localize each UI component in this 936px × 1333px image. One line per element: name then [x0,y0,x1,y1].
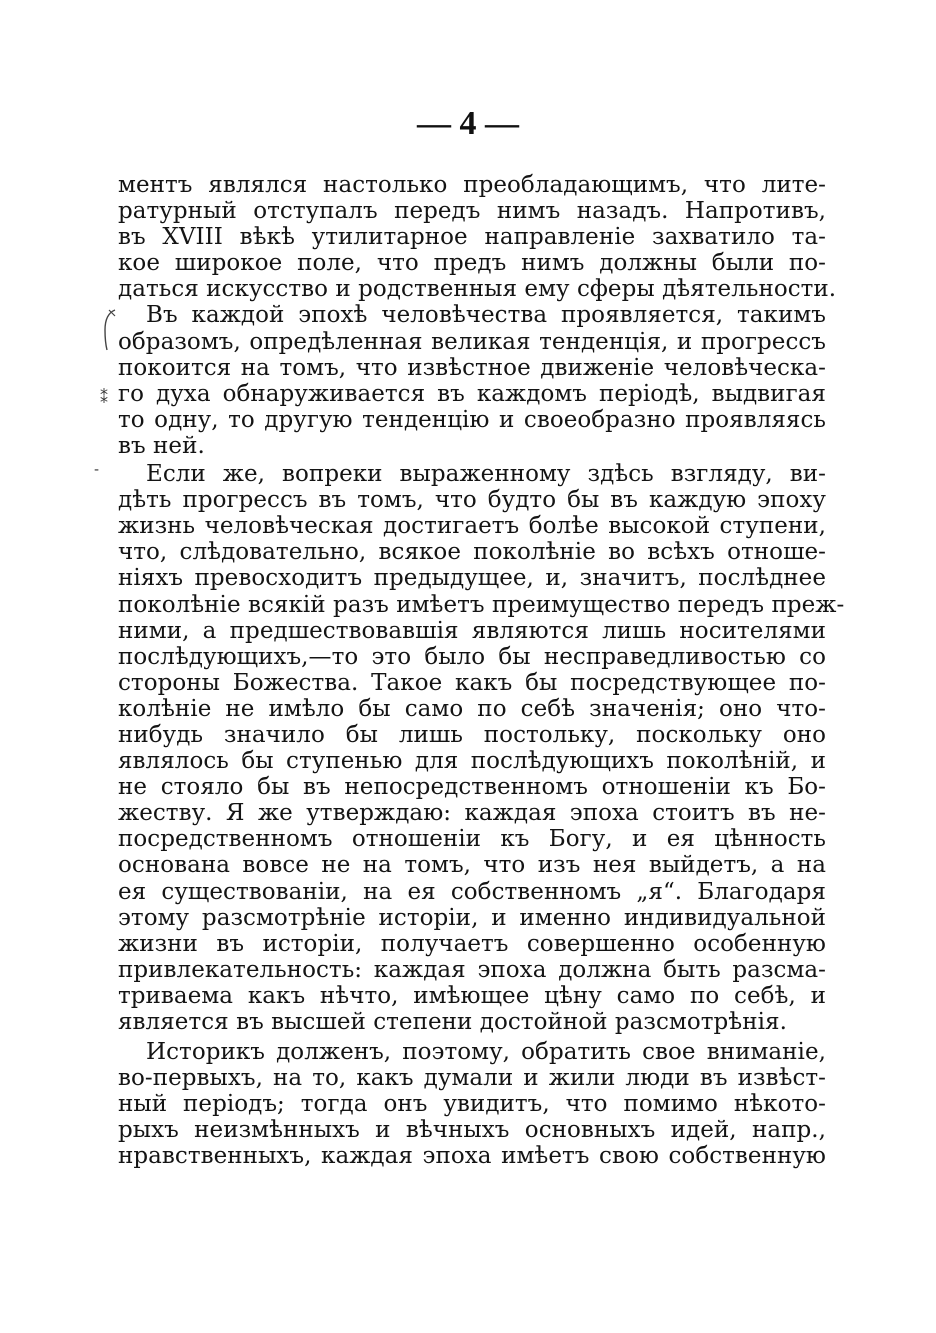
text-line: покоится на томъ, что извѣстное движеніе человѣческа- [118,354,826,381]
text-line: жизнь человѣческая достигаетъ болѣе высокой ступени, [118,513,826,540]
text-line: во-первыхъ, на то, какъ думали и жили люди въ извѣст- [118,1065,826,1092]
body-text [118,172,845,1170]
paragraph-1 [118,172,837,303]
text-line: нибудь значило бы лишь постольку, поскольку оно [118,721,826,748]
text-line: въ ней. [118,432,205,459]
text-line: жеству. Я же утверждаю: каждая эпоха стоитъ въ не- [118,800,826,827]
text-line: нравственныхъ, каждая эпоха имѣетъ свою собственную [118,1143,826,1170]
text-line: Если же, вопреки выраженному здѣсь взгляду, ви- [146,461,826,488]
margin-bracket-mark [101,308,117,352]
margin-dot-mark: ⁑ [100,388,108,407]
text-line: этому разсмотрѣніе исторіи, и именно индивидуальной [118,904,826,931]
text-line: даться искусство и родственныя ему сферы дѣятельности. [118,276,837,303]
text-line: ними, а предшествовавшія являются лишь носителями [118,617,826,644]
text-line: Въ каждой эпохѣ человѣчества проявляется, такимъ [146,302,826,329]
text-line: образомъ, опредѣленная великая тенденція, и прогрессъ [118,328,826,355]
text-line: является въ высшей степени достойной разсмотрѣнія. [118,1009,787,1035]
text-line: дѣть прогрессъ въ томъ, что будто бы въ каждую эпоху [118,487,826,514]
text-line: основана вовсе не на томъ, что изъ нея выйдетъ, а на [118,852,826,879]
paragraph-2 [118,302,826,459]
text-line: колѣніе не имѣло бы само по себѣ значенія; оно что- [118,695,826,722]
text-line: то одну, то другую тенденцію и своеобразно проявляясь [118,406,826,433]
text-line: въ XVIII вѣкѣ утилитарное направленіе захватило та- [118,224,826,251]
text-line: посредственномъ отношеніи къ Богу, и ея цѣнность [118,826,826,853]
page-number: — 4 — [417,105,519,142]
text-line: являлось бы ступенью для послѣдующихъ поколѣній, и [118,748,826,775]
text-line: привлекательность: каждая эпоха должна быть разсма- [118,956,826,983]
text-line: триваема какъ нѣчто, имѣющее цѣну само по себѣ, и [118,982,826,1009]
paragraph-3 [118,461,845,1035]
margin-dash-mark: - [94,462,100,478]
text-line: ея существованіи, на ея собственномъ „я“. Благодаря [118,878,826,905]
text-line: ный періодъ; тогда онъ увидитъ, что помимо нѣкото- [118,1091,826,1118]
text-line: ментъ являлся настолько преобладающимъ, что лите- [118,172,826,198]
text-line: стороны Божества. Такое какъ бы посредствующее по- [118,669,826,696]
text-line: поколѣніе всякій разъ имѣетъ преимущество передъ преж- [118,591,845,618]
text-line: что, слѣдовательно, всякое поколѣніе во всѣхъ отноше- [118,539,826,566]
text-line: не стояло бы въ непосредственномъ отношеніи къ Бо- [118,774,826,801]
text-line: го духа обнаруживается въ каждомъ періодѣ, выдвигая [118,380,826,407]
text-line: Историкъ долженъ, поэтому, обратить свое вниманіе, [146,1039,826,1066]
paragraph-4 [118,1039,826,1169]
text-line: кое широкое поле, что предъ нимъ должны были по- [118,250,826,277]
text-line: ніяхъ превосходитъ предыдущее, и, значитъ, послѣднее [118,565,826,592]
text-line: рыхъ неизмѣнныхъ и вѣчныхъ основныхъ идей, напр., [118,1117,826,1144]
text-line: жизни въ исторіи, получаетъ совершенно особенную [118,930,826,957]
text-line: послѣдующихъ,—то это было бы несправедливостью со [118,643,826,670]
text-line: ратурный отступалъ передъ нимъ назадъ. Напротивъ, [118,198,826,225]
